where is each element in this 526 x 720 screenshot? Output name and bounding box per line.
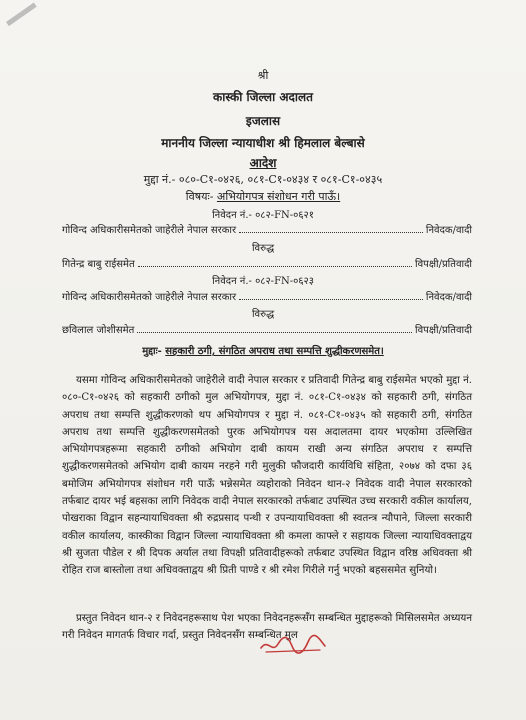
order-paragraph-2: प्रस्तुत निवेदन थान-२ र निवेदनहरूसाथ पेश भएका निवेदनहरूसँग सम्बन्धित मुद्दाहरूको मिसिलसमेत अध्ययन गरी निवेदन मागतर्फ विचार गर्दा, प्रस्तुत निवेदनसँग सम्बन्धित मुल — [62, 613, 472, 642]
subject-label: विषयः- — [185, 190, 214, 203]
subject-text: अभियोगपत्र संशोधन गरी पाऊँ। — [216, 190, 341, 203]
petition1-respondent-row — [62, 256, 472, 270]
order-paragraph-1: यसमा गोविन्द अधिकारीसमेतको जाहेरीले वादी नेपाल सरकार र प्रतिवादी गितेन्द्र बाबु राईसमेत भएको मुद्दा नं. ०८०-C१-०४२६ को सहकारी ठगीको मुल अभियोगपत्र, मुद्दा नं. ०८१-C१-०४३४ को सहकारी ठगी, संगठित अपराध तथा सम्पत्ति शुद्धीकरणको थप अभियोगपत्र र मुद्दा नं. ०८१-C१-०४३५ को सहकारी ठगी, संगठित अपराध तथा सम्पत्ति शुद्धीकरणसमेतको पुरक अभियोगपत्र यस अदालतमा दायर भएकोमा उल्लिखित अभियोगपत्रहरूमा सहकारी ठगीको अभियोग दाबी कायम राखी अन्य संगठित अपराध र सम्पत्ति शुद्धीकरणसमेतको अभियोग दाबी कायम नरहने गरी मुलुकी फौजदारी कार्यविधि संहिता, २०७४ को दफा ३६ बमोजिम अभियोगपत्र संशोधन गरी पाऊँ भन्नेसमेत व्यहोराको निवेदन थान-२ निवेदक वादी नेपाल सरकारको तर्फबाट दायर भई बहसका लागि निवेदक वादी नेपाल सरकारको तर्फबाट उपस्थित उच्च सरकारी वकील कार्यालय, पोखराका विद्वान सहन्यायाधिवक्ता श्री रुद्रप्रसाद पन्थी र उपन्यायाधिवक्ता श्री स्वतन्त्र न्यौपाने, जिल्ला सरकारी वकील कार्यालय, कास्कीका विद्वान जिल्ला न्यायाधिवक्ता श्री कमला काफ्ले र सहायक जिल्ला न्यायाधिवक्ताद्वय श्री सुजता पौडेल र श्री दिपक अर्याल तथा विपक्षी प्रतिवादीहरूको तर्फबाट उपस्थित विद्वान वरिष्ठ अधिवक्ता श्री रोहित राज बास्तोला तथा अधिवक्ताद्वय श्री प्रिती पाण्डे र श्री रमेश गिरीले गर्नु भएको बहससमेत सुनियो। — [62, 375, 472, 577]
petition1-applicant: गोविन्द अधिकारीसमेतको जाहेरीले नेपाल सरकार — [62, 225, 237, 236]
petition1-versus: विरुद्ध — [251, 243, 275, 254]
petition2-respondent-role: विपक्षी/प्रतिवादी — [415, 325, 472, 336]
invocation: श्री — [257, 69, 269, 82]
case-subject-line — [0, 343, 526, 357]
petition2-applicant: गोविन्द अधिकारीसमेतको जाहेरीले नेपाल सरकार — [62, 292, 237, 303]
petition1-applicant-row — [62, 222, 472, 236]
staple-mark — [6, 2, 37, 26]
dotted-leader — [138, 258, 412, 267]
petition2-applicant-row — [62, 289, 472, 303]
court-name: कास्की जिल्ला अदालत — [213, 90, 313, 104]
petition1-respondent-role: विपक्षी/प्रतिवादी — [415, 259, 472, 270]
case-subject: सहकारी ठगी, संगठित अपराध तथा सम्पत्ति शुद्धीकरणसमेत। — [165, 346, 384, 357]
case-label: मुद्दाः- — [142, 346, 162, 357]
dotted-leader — [239, 224, 423, 233]
petition2-number: निवेदन नं.- ०८२-FN-०६२३ — [212, 276, 314, 287]
petition2-respondent-row — [62, 322, 472, 336]
courtroom: इजलास — [245, 114, 281, 128]
petition2-respondent: छविलाल जोशीसमेत — [62, 325, 135, 336]
petition1-respondent: गितेन्द्र बाबु राईसमेत — [62, 259, 135, 270]
order-title: आदेश — [249, 156, 277, 170]
petition1-number: निवेदन नं.- ०८२-FN-०६२१ — [212, 210, 314, 221]
dotted-leader — [239, 291, 423, 300]
judge-name: माननीय जिल्ला न्यायाधीश श्री हिमलाल बेल्बासे — [161, 136, 365, 150]
petition2-applicant-role: निवेदक/वादी — [425, 292, 472, 303]
case-numbers: मुद्दा नं.- ०८०-C१-०४२६, ०८१-C१-०४३४ र ०८१-C१-०४३५ — [143, 173, 383, 186]
subject-line — [0, 189, 526, 204]
petition1-applicant-role: निवेदक/वादी — [425, 225, 472, 236]
dotted-leader — [137, 324, 412, 333]
petition2-versus: विरुद्ध — [251, 309, 275, 320]
judge-signature — [258, 630, 328, 658]
